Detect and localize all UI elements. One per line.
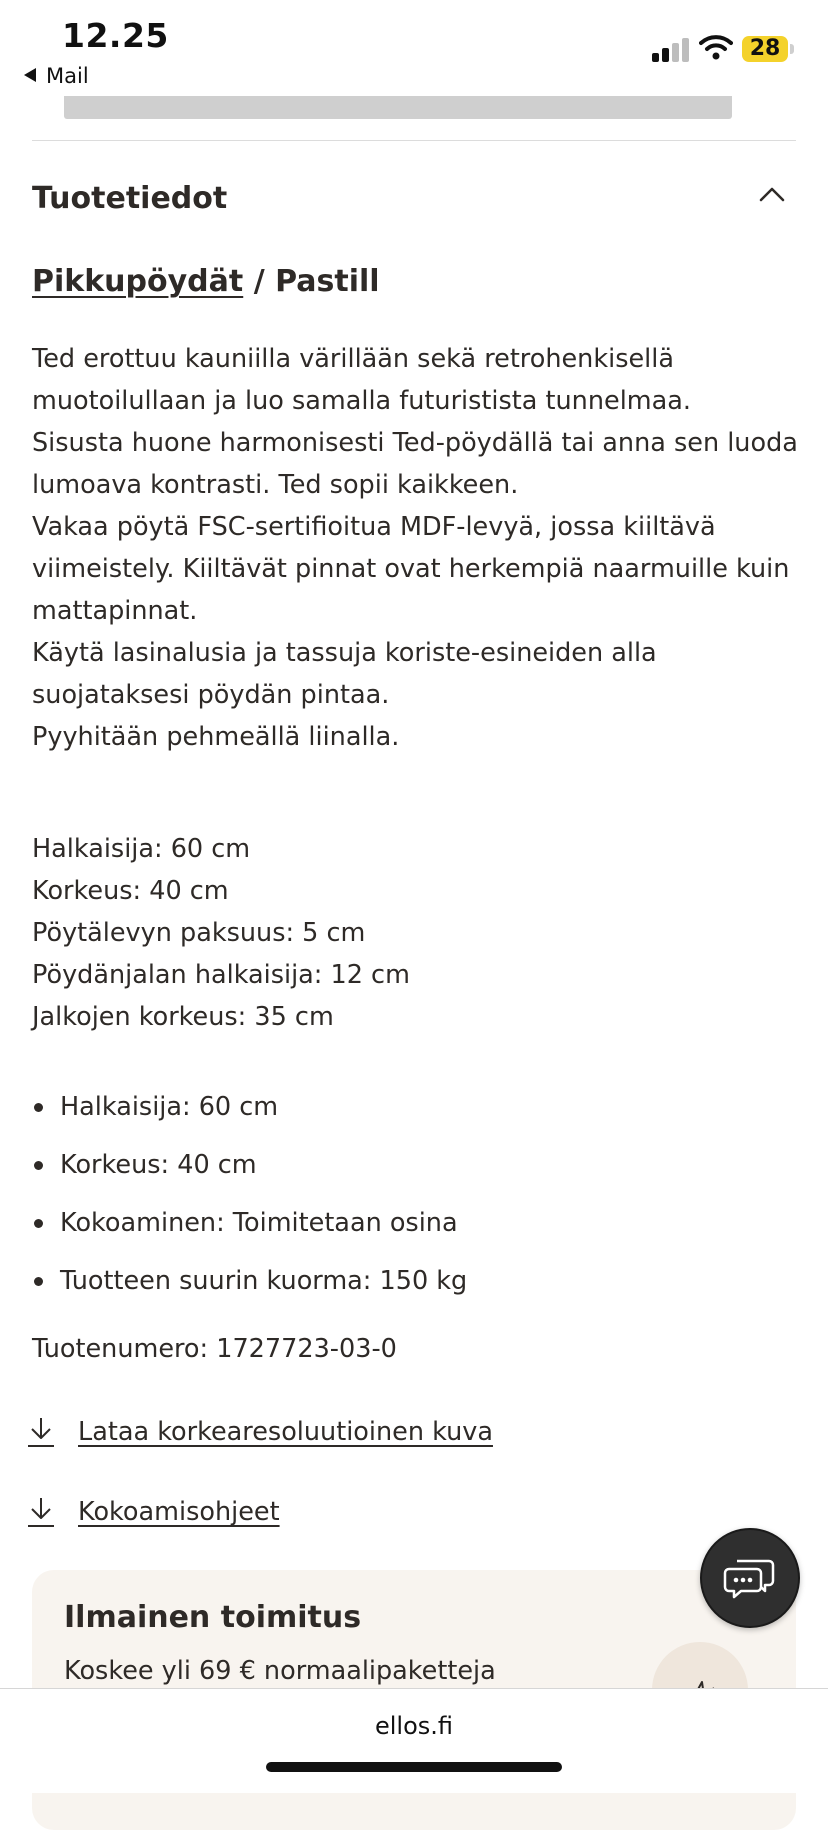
assembly-instructions-link[interactable]	[26, 1496, 280, 1528]
section-title[interactable]: Tuotetiedot	[32, 181, 228, 216]
breadcrumb-separator: /	[253, 264, 265, 299]
product-description	[32, 338, 802, 758]
bullet-text: Korkeus: 40 cm	[60, 1150, 257, 1180]
dimensions-list	[32, 828, 410, 1038]
download-image-link[interactable]	[26, 1416, 493, 1448]
dimension-line: Pöytälevyn paksuus: 5 cm	[32, 918, 366, 948]
status-time: 12.25	[62, 16, 169, 55]
list-item	[32, 1136, 467, 1194]
back-to-mail[interactable]	[24, 64, 89, 88]
battery-nub	[790, 44, 794, 54]
bullet-dot	[34, 1277, 43, 1286]
download-icon	[26, 1416, 56, 1448]
bullet-text: Tuotteen suurin kuorma: 150 kg	[60, 1266, 468, 1296]
dimension-line: Halkaisija: 60 cm	[32, 834, 251, 864]
bullet-text: Kokoaminen: Toimitetaan osina	[60, 1208, 458, 1238]
chat-button[interactable]	[700, 1528, 800, 1628]
chat-icon	[723, 1555, 777, 1601]
dimension-line: Jalkojen korkeus: 35 cm	[32, 1002, 334, 1032]
list-item	[32, 1252, 467, 1310]
divider	[32, 140, 796, 141]
delivery-title: Ilmainen toimitus	[64, 1600, 362, 1635]
download-image-label: Lataa korkearesoluutioinen kuva	[78, 1417, 493, 1447]
browser-url[interactable]: ellos.fi	[374, 1712, 454, 1740]
image-placeholder-strip	[64, 96, 732, 119]
home-indicator[interactable]	[266, 1762, 562, 1772]
battery-indicator: 28	[742, 36, 788, 62]
wifi-icon	[699, 34, 733, 60]
breadcrumb	[32, 264, 380, 299]
product-number: Tuotenumero: 1727723-03-0	[32, 1334, 397, 1364]
description-paragraph: Käytä lasinalusia ja tassuja koriste-esineiden alla suojataksesi pöydän pintaa.	[32, 638, 657, 710]
bullet-dot	[34, 1219, 43, 1228]
breadcrumb-category-link[interactable]: Pikkupöydät	[32, 264, 244, 299]
description-paragraph: Ted erottuu kauniilla värillään sekä retrohenkisellä muotoilullaan ja luo samalla futuristista tunnelmaa.	[32, 344, 691, 416]
chevron-up-icon[interactable]	[758, 183, 786, 205]
description-paragraph: Sisusta huone harmonisesti Ted-pöydällä tai anna sen luoda lumoava kontrasti. Ted sopii kaikkeen.	[32, 428, 798, 500]
bullet-dot	[34, 1161, 43, 1170]
list-item	[32, 1078, 467, 1136]
back-arrow-icon	[24, 68, 36, 82]
download-icon	[26, 1496, 56, 1528]
delivery-text: Koskee yli 69 € normaalipaketteja	[64, 1656, 496, 1686]
assembly-instructions-label: Kokoamisohjeet	[78, 1497, 280, 1527]
bullet-dot	[34, 1103, 43, 1112]
dimension-line: Korkeus: 40 cm	[32, 876, 229, 906]
list-item	[32, 1194, 467, 1252]
breadcrumb-current: Pastill	[275, 264, 380, 299]
description-paragraph: Vakaa pöytä FSC-sertifioitua MDF-levyä, jossa kiiltävä viimeistely. Kiiltävät pinnat ovat herkempiä naarmuille kuin mattapinnat.	[32, 512, 790, 626]
cellular-signal-icon	[652, 38, 690, 62]
bullet-text: Halkaisija: 60 cm	[60, 1092, 279, 1122]
back-app-label: Mail	[46, 64, 89, 88]
description-paragraph: Pyyhitään pehmeällä liinalla.	[32, 722, 400, 752]
dimension-line: Pöydänjalan halkaisija: 12 cm	[32, 960, 410, 990]
browser-bottom-bar	[0, 1688, 828, 1793]
feature-bullets	[32, 1078, 467, 1310]
